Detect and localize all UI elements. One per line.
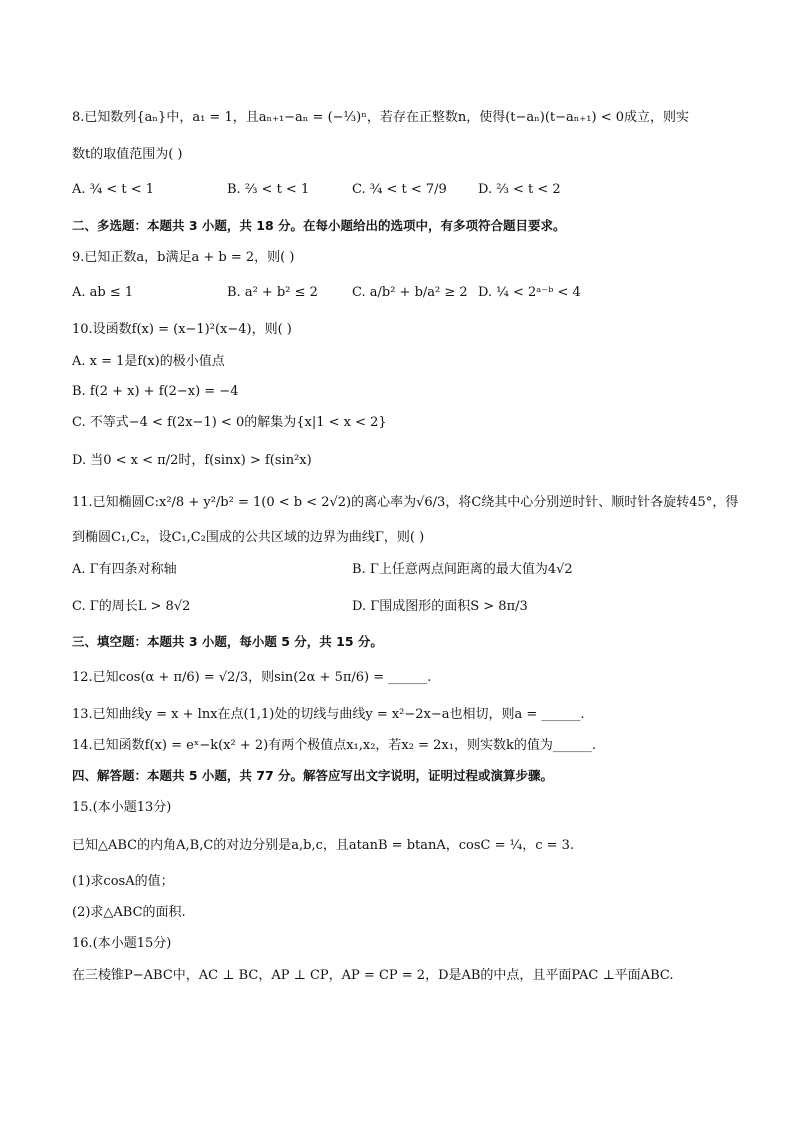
q11-stem-line2: 到椭圆C₁,C₂，设C₁,C₂围成的公共区域的边界为曲线Γ，则( ) (72, 530, 425, 545)
q10-stem: 10.设函数f(x) = (x−1)²(x−4)，则( ) (72, 322, 292, 337)
q9-option-b: B. a² + b² ≤ 2 (227, 285, 318, 300)
q11-stem-line1: 11.已知椭圆C:x²/8 + y²/b² = 1(0 < b < 2√2)的离心率为√6/3，将C绕其中心分别逆时针、顺时针各旋转45°，得 (72, 495, 739, 510)
q8-stem-line1: 8.已知数列{aₙ}中，a₁ = 1，且aₙ₊₁−aₙ = (−⅓)ⁿ，若存在正整数n，使得(t−aₙ)(t−aₙ₊₁) < 0成立，则实 (72, 110, 689, 125)
section-4-heading: 四、解答题：本题共 5 小题，共 77 分。解答应写出文字说明，证明过程或演算步骤。 (72, 768, 554, 783)
q10-option-a: A. x = 1是f(x)的极小值点 (72, 354, 225, 369)
q12-stem: 12.已知cos(α + π/6) = √2/3，则sin(2α + 5π/6) = ______. (72, 670, 432, 685)
q11-option-c: C. Γ的周长L > 8√2 (72, 599, 191, 614)
q13-stem: 13.已知曲线y = x + lnx在点(1,1)处的切线与曲线y = x²−2x−a也相切，则a = ______. (72, 707, 585, 722)
q11-option-a: A. Γ有四条对称轴 (72, 562, 177, 577)
q11-option-d: D. Γ围成图形的面积S > 8π/3 (352, 599, 528, 614)
q15-stem: 已知△ABC的内角A,B,C的对边分别是a,b,c，且atanB = btanA，cosC = ¼，c = 3. (72, 838, 575, 853)
q9-option-c: C. a/b² + b/a² ≥ 2 (352, 285, 468, 300)
section-2-heading: 二、多选题：本题共 3 小题，共 18 分。在每小题给出的选项中，有多项符合题目要求。 (72, 218, 566, 233)
q15-part-2: (2)求△ABC的面积. (72, 905, 186, 920)
q9-stem: 9.已知正数a，b满足a + b = 2，则( ) (72, 250, 295, 265)
q15-heading: 15.(本小题13分) (72, 800, 172, 815)
q14-stem: 14.已知函数f(x) = eˣ−k(x² + 2)有两个极值点x₁,x₂，若x₂ = 2x₁，则实数k的值为______. (72, 738, 596, 753)
q9-option-a: A. ab ≤ 1 (72, 285, 134, 300)
section-3-heading: 三、填空题：本题共 3 小题，每小题 5 分，共 15 分。 (72, 634, 383, 649)
q11-option-b: B. Γ上任意两点间距离的最大值为4√2 (352, 562, 573, 577)
q16-heading: 16.(本小题15分) (72, 936, 172, 951)
q15-part-1: (1)求cosA的值； (72, 874, 174, 889)
q8-stem-line2: 数t的取值范围为( ) (72, 147, 183, 162)
q10-option-c: C. 不等式−4 < f(2x−1) < 0的解集为{x|1 < x < 2} (72, 415, 387, 430)
q16-stem: 在三棱锥P−ABC中，AC ⊥ BC，AP ⊥ CP，AP = CP = 2，D是AB的中点，且平面PAC ⊥平面ABC. (72, 968, 674, 983)
q10-option-d: D. 当0 < x < π/2时，f(sinx) > f(sin²x) (72, 453, 312, 468)
q8-option-b: B. ⅔ < t < 1 (227, 182, 310, 197)
q8-option-d: D. ⅔ < t < 2 (478, 182, 561, 197)
q8-option-a: A. ¾ < t < 1 (72, 182, 155, 197)
q10-option-b: B. f(2 + x) + f(2−x) = −4 (72, 384, 239, 399)
q8-option-c: C. ¾ < t < 7/9 (352, 182, 447, 197)
q9-option-d: D. ¼ < 2ᵃ⁻ᵇ < 4 (478, 285, 581, 300)
